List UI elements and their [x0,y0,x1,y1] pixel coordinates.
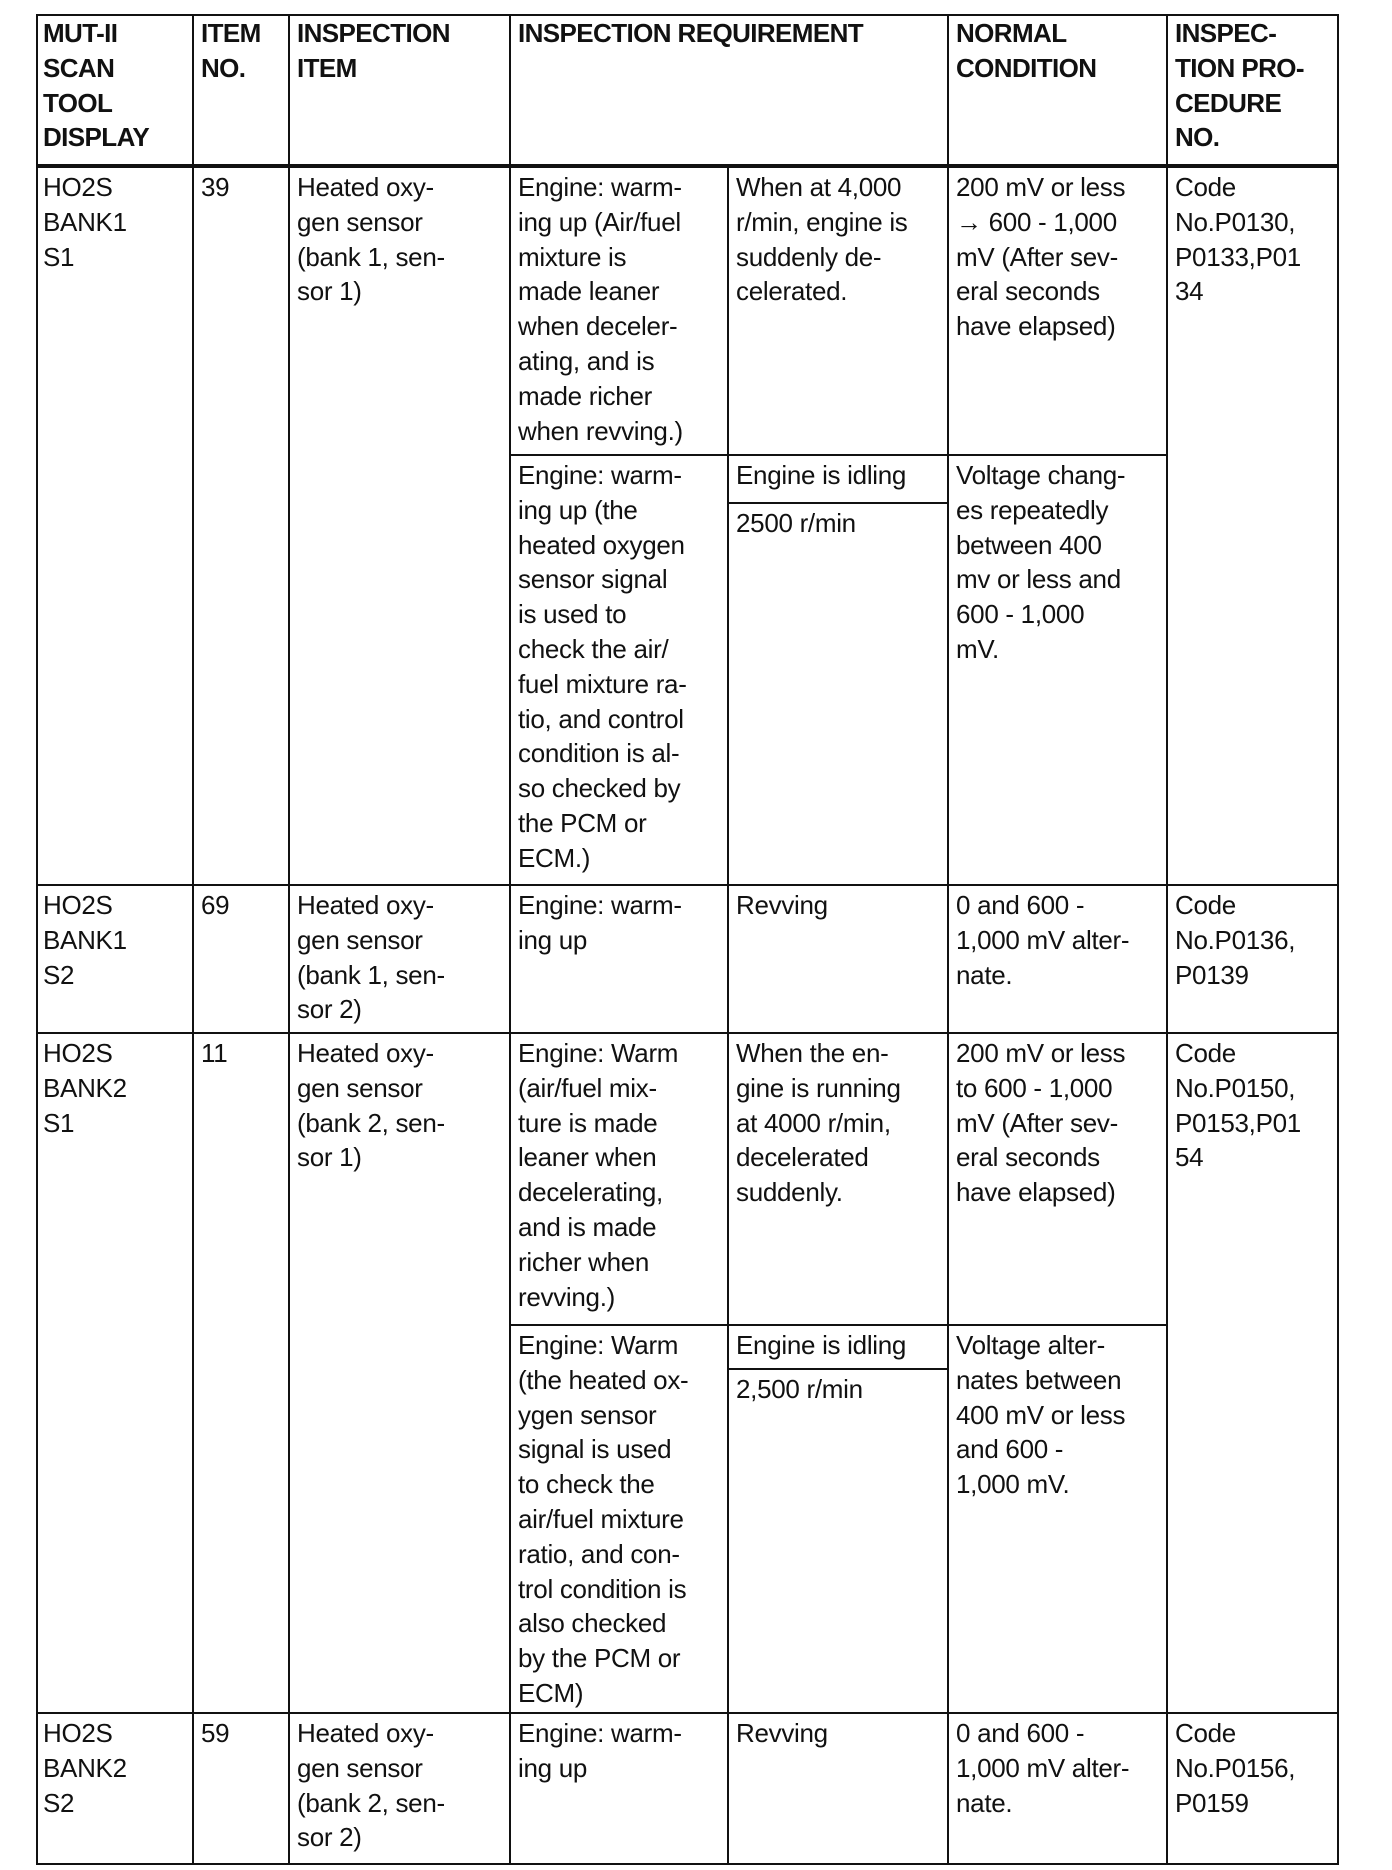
row-1-item: Heated oxy- gen sensor (bank 1, sen- sor 1) [288,166,509,884]
row-1-normal-a: 200 mV or less → 600 - 1,000 mV (After sev- eral seconds have elapsed) [947,166,1166,454]
row-3-display: HO2S BANK2 S1 [36,1032,192,1712]
row-1-requirement-b: Engine: warm- ing up (the heated oxygen sensor signal is used to check the air/ fuel mixture ra- tio, and control condition is al- so checked by the PCM or ECM.) [509,454,727,884]
row-4-normal: 0 and 600 - 1,000 mV alter- nate. [947,1712,1166,1864]
row-2-item: Heated oxy- gen sensor (bank 1, sen- sor 2) [288,884,509,1032]
row-3-requirement-b-idle: Engine is idling [727,1324,947,1368]
row-1-display: HO2S BANK1 S1 [36,166,192,884]
header-procedure-no: INSPEC- TION PRO- CEDURE NO. [1166,14,1339,166]
header-scan-tool-display: MUT-II SCAN TOOL DISPLAY [43,18,150,153]
row-1-requirement-b-idle: Engine is idling [727,454,947,502]
header-inspection-requirement: INSPECTION REQUIREMENT [509,14,947,166]
row-3-item: Heated oxy- gen sensor (bank 2, sen- sor 1) [288,1032,509,1712]
row-4-item: Heated oxy- gen sensor (bank 2, sen- sor 2) [288,1712,509,1864]
row-2-requirement-condition: Revving [727,884,947,1032]
row-3-requirement-b-rpm: 2,500 r/min [727,1368,947,1712]
row-2-display: HO2S BANK1 S2 [36,884,192,1032]
row-2-item-no: 69 [192,884,288,1032]
header-normal-condition: NORMAL CONDITION [947,14,1166,166]
row-3-requirement-b: Engine: Warm (the heated ox- ygen sensor signal is used to check the air/fuel mixture ratio, and con- trol condition is also checked by the PCM or ECM) [509,1324,727,1712]
row-3-requirement-a-condition: When the en- gine is running at 4000 r/min, decelerated suddenly. [727,1032,947,1324]
row-3-procedure: Code No.P0150, P0153,P01 54 [1166,1032,1339,1712]
row-3-item-no: 11 [192,1032,288,1712]
row-2-normal: 0 and 600 - 1,000 mV alter- nate. [947,884,1166,1032]
row-1-requirement-b-rpm: 2500 r/min [727,502,947,884]
row-3-requirement-a: Engine: Warm (air/fuel mix- ture is made leaner when decelerating, and is made richer when revving.) [509,1032,727,1324]
row-1-requirement-a: Engine: warm- ing up (Air/fuel mixture is made leaner when deceler- ating, and is made richer when revving.) [509,166,727,454]
row-1-item-no: 39 [192,166,288,884]
row-2-procedure: Code No.P0136, P0139 [1166,884,1339,1032]
row-4-procedure: Code No.P0156, P0159 [1166,1712,1339,1864]
row-4-requirement-condition: Revving [727,1712,947,1864]
header-item-no: ITEM NO. [192,14,288,166]
header-inspection-item: INSPECTION ITEM [288,14,509,166]
row-3-normal-a: 200 mV or less to 600 - 1,000 mV (After sev- eral seconds have elapsed) [947,1032,1166,1324]
row-1-procedure: Code No.P0130, P0133,P01 34 [1166,166,1339,884]
row-2-requirement: Engine: warm- ing up [509,884,727,1032]
row-3-normal-b: Voltage alter- nates between 400 mV or less and 600 - 1,000 mV. [947,1324,1166,1712]
row-4-item-no: 59 [192,1712,288,1864]
row-1-requirement-a-condition: When at 4,000 r/min, engine is suddenly de- celerated. [727,166,947,454]
row-4-requirement: Engine: warm- ing up [509,1712,727,1864]
row-4-display: HO2S BANK2 S2 [36,1712,192,1864]
row-1-normal-b: Voltage chang- es repeatedly between 400 mv or less and 600 - 1,000 mV. [947,454,1166,884]
